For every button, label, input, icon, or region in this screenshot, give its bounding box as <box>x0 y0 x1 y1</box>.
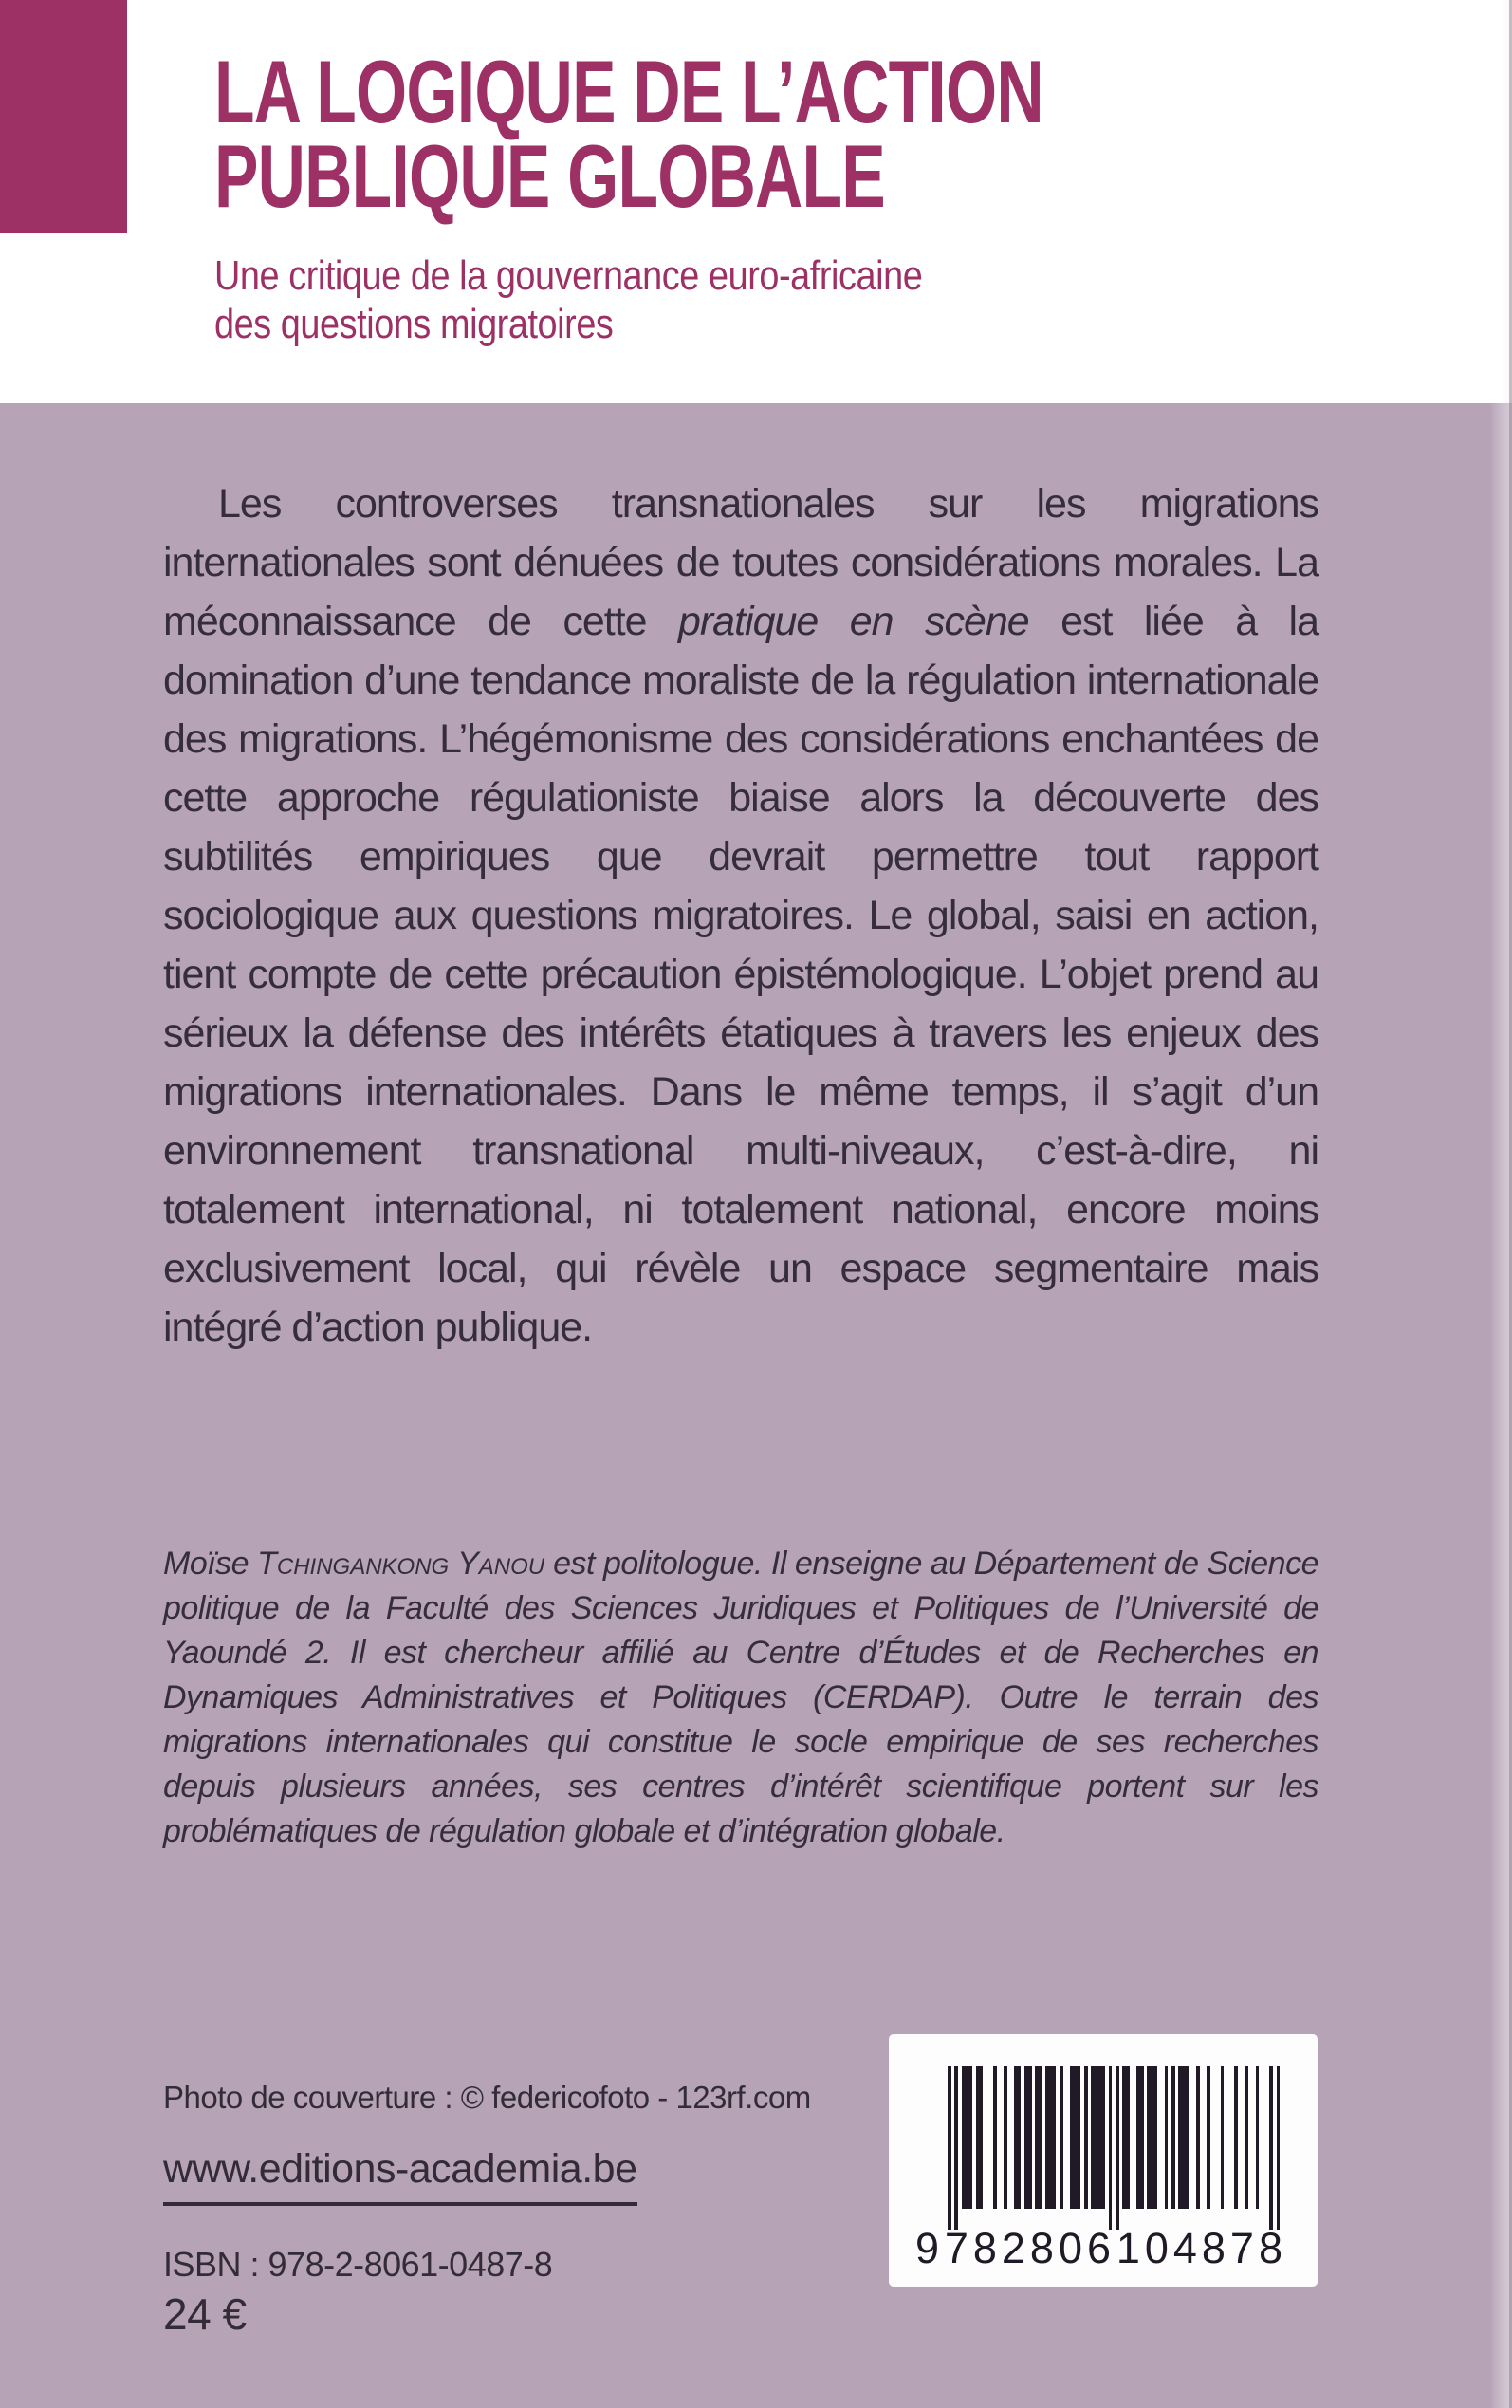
publisher-website: www.editions-academia.be <box>163 2146 637 2206</box>
barcode-digit-group-2: 782806 <box>944 2224 1116 2272</box>
photo-credit: Photo de couverture : © federicofoto - 123rf.com <box>163 2080 811 2115</box>
book-subtitle-line1: Une critique de la gouvernance euro-africaine <box>214 251 923 299</box>
author-first-name: Moïse <box>163 1546 258 1582</box>
back-cover-blurb <box>163 474 1318 1357</box>
brand-corner-square <box>0 0 127 233</box>
book-subtitle <box>214 251 1178 348</box>
book-title <box>214 42 1043 227</box>
blurb-italic-phrase: pratique en scène <box>677 599 1029 644</box>
author-bio-text: est politologue. Il enseigne au Département de Science politique de la Faculté des Sciences Juridiques et Politiques de l’Université de Yaoundé 2. Il est chercheur affilié au Centre d’Études et de Recherches en Dynamiques Administratives et Politiques (CERDAP). Outre le terrain des migrations internationales qui constitue le socle empirique de ses recherches depuis plusieurs années, ses centres d’intérêt scientifique portent sur les problématiques de régulation globale et d’intégration globale. <box>163 1546 1318 1849</box>
book-title-line1: LA LOGIQUE DE L’ACTION <box>214 42 1043 141</box>
header <box>214 42 1335 348</box>
ean13-barcode <box>948 2066 1280 2230</box>
price: 24 € <box>163 2289 247 2339</box>
blurb-text-after: est liée à la domination d’une tendance moraliste de la régulation internationale des migrations. L’hégémonisme des considérations enchantées de cette approche régulationiste biaise alors la découverte des subtilités empiriques que devrait permettre tout rapport sociologique aux questions migratoires. Le global, saisi en action, tient compte de cette précaution épistémologique. L’objet prend au sérieux la défense des intérêts étatiques à travers les enjeux des migrations internationales. Dans le même temps, il s’agit d’un environnement transnational multi-niveaux, c’est-à-dire, ni totalement international, ni totalement national, encore moins exclusivement local, qui révèle un espace segmentaire mais intégré d’action publique. <box>163 599 1318 1350</box>
barcode-digit-group-3: 104878 <box>1116 2224 1287 2272</box>
isbn-number: ISBN : 978-2-8061-0487-8 <box>163 2245 553 2284</box>
book-subtitle-line2: des questions migratoires <box>214 300 614 347</box>
barcode-panel <box>889 2034 1318 2287</box>
author-last-name: Tchingankong Yanou <box>257 1546 545 1582</box>
author-bio <box>163 1542 1318 1854</box>
blurb-text-before: Les controverses transnationales sur les migrations internationales sont dénuées de toutes considérations morales. La méconnaissance de cette <box>163 481 1318 644</box>
book-title-line2: PUBLIQUE GLOBALE <box>214 126 885 227</box>
barcode-digits <box>915 2224 1287 2273</box>
barcode-digit-group-1: 9 <box>915 2224 945 2272</box>
